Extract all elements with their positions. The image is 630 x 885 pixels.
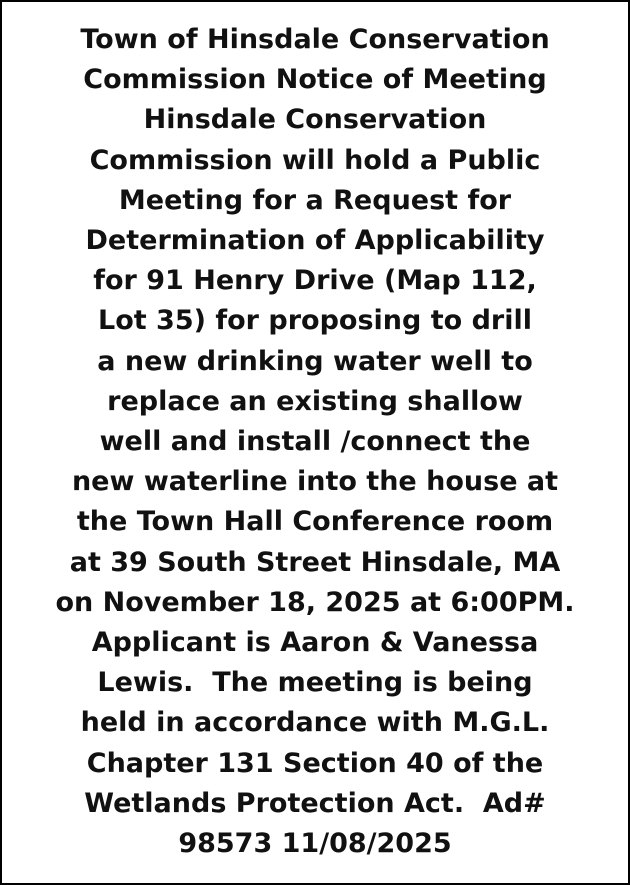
notice-line-7: for 91 Henry Drive (Map 112, <box>93 265 537 297</box>
notice-line-12: new waterline into the house at <box>71 466 559 498</box>
notice-line-19: Chapter 131 Section 40 of the <box>86 747 544 779</box>
notice-line-3: Hinsdale Conservation <box>143 104 487 136</box>
notice-line-2: Commission Notice of Meeting <box>83 64 547 96</box>
notice-line-8: Lot 35) for proposing to drill <box>98 305 532 337</box>
notice-line-20: Wetlands Protection Act. Ad# <box>84 787 546 819</box>
notice-line-21: 98573 11/08/2025 <box>178 828 452 860</box>
notice-line-18: held in accordance with M.G.L. <box>80 707 550 739</box>
notice-line-9: a new drinking water well to <box>97 345 533 377</box>
notice-line-10: replace an existing shallow <box>107 385 523 417</box>
notice-line-1: Town of Hinsdale Conservation <box>80 24 550 55</box>
notice-line-5: Meeting for a Request for <box>118 184 512 216</box>
notice-line-11: well and install /connect the <box>99 426 531 458</box>
notice-line-6: Determination of Applicability <box>85 225 545 257</box>
notice-line-17: Lewis. The meeting is being <box>97 667 533 699</box>
notice-line-14: at 39 South Street Hinsdale, MA <box>69 546 561 578</box>
notice-line-4: Commission will hold a Public <box>89 144 541 176</box>
notice-line-13: the Town Hall Conference room <box>76 506 554 538</box>
notice-line-16: Applicant is Aaron & Vanessa <box>91 627 539 659</box>
notice-line-15: on November 18, 2025 at 6:00PM. <box>55 586 575 618</box>
